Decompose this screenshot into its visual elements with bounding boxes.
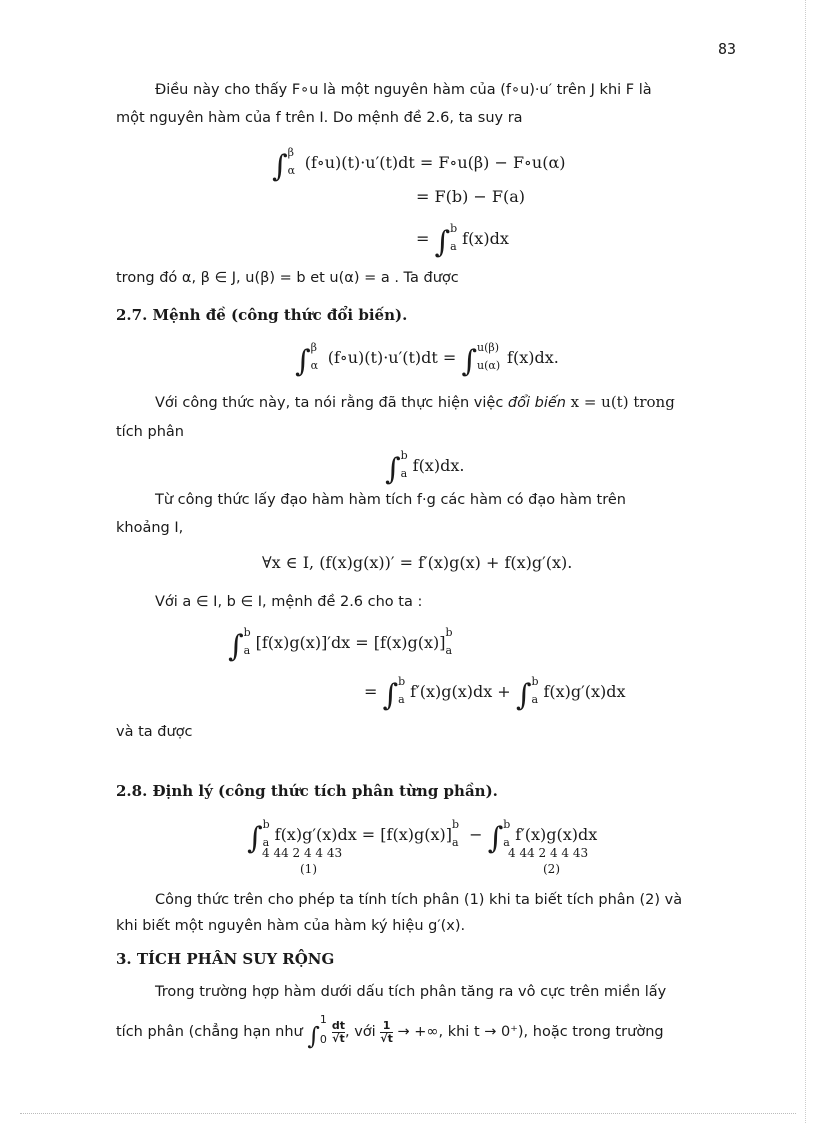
upper-limit: b bbox=[531, 675, 539, 688]
fraction-denominator: √t bbox=[380, 1031, 393, 1045]
integral-sign: ∫ bbox=[385, 452, 401, 487]
upper-limit: β bbox=[287, 146, 294, 159]
lower-limit: a bbox=[243, 644, 251, 657]
equation-1-expression: (f∘u)(t)·u′(t)dt = F∘u(β) − F∘u(α) bbox=[304, 153, 566, 172]
equation-2-lhs: (f∘u)(t)·u′(t)dt = bbox=[327, 348, 457, 367]
label-2: (2) bbox=[543, 862, 560, 876]
equation-5-line-2: = ∫ b a f′(x)g(x)dx + ∫ b a f(x)g′(x)dx bbox=[364, 677, 626, 707]
page-number: 83 bbox=[718, 40, 737, 58]
lower-limit: 0 bbox=[319, 1033, 327, 1046]
equation-2 bbox=[295, 341, 559, 379]
paragraph-2-line-1 bbox=[155, 392, 675, 413]
fraction-1-sqrt-t bbox=[380, 1020, 393, 1045]
underbrace-2: 4 44 2 4 4 43 bbox=[508, 846, 589, 860]
label-1: (1) bbox=[300, 862, 317, 876]
integral-sign: ∫ bbox=[515, 678, 532, 713]
upper-limit: u(β) bbox=[477, 341, 500, 354]
paragraph-6-line-2 bbox=[116, 1013, 664, 1050]
equation-1-line-3: = ∫ b a f(x)dx bbox=[416, 224, 509, 254]
equation-4: ∀x ∈ I, (f(x)g(x))′ = f′(x)g(x) + f(x)g′(x). bbox=[262, 553, 573, 572]
fraction-numerator: 1 bbox=[380, 1020, 393, 1033]
equation-6-lhs: f(x)g′(x)dx = [f(x)g(x)] bbox=[274, 825, 452, 844]
minus-sign: − bbox=[469, 825, 483, 844]
equation-1-line-3-expression: f(x)dx bbox=[462, 229, 509, 248]
integral-sign: ∫ bbox=[307, 1022, 320, 1050]
paragraph-2-italic: đổi biến bbox=[507, 395, 566, 411]
integral-sign: ∫ bbox=[247, 821, 263, 856]
margin-divider bbox=[805, 0, 806, 1123]
upper-limit: b bbox=[262, 818, 270, 831]
paragraph-5-line-2: khi biết một nguyên hàm của hàm ký hiệu g′(x). bbox=[116, 918, 466, 934]
integral-sign: ∫ bbox=[382, 678, 399, 713]
upper-limit: β bbox=[310, 341, 317, 354]
lower-limit: α bbox=[287, 164, 296, 177]
lower-limit: a bbox=[531, 693, 539, 706]
equation-5-term-1: f′(x)g(x)dx + bbox=[410, 682, 511, 701]
paragraph-6-text-b: , với bbox=[344, 1024, 376, 1040]
fraction-numerator: dt bbox=[331, 1018, 345, 1032]
paragraph-1-line-1: Điều này cho thấy F∘u là một nguyên hàm của (f∘u)·u′ trên J khi F là bbox=[155, 82, 652, 98]
upper-limit: b bbox=[503, 818, 511, 831]
lower-limit: a bbox=[445, 644, 453, 657]
lower-limit: a bbox=[450, 240, 457, 253]
paragraph-3-line-1: Từ công thức lấy đạo hàm hàm tích f·g các hàm có đạo hàm trên bbox=[155, 492, 626, 508]
equation-6-rhs: f′(x)g(x)dx bbox=[515, 825, 598, 844]
upper-limit: b bbox=[450, 222, 458, 235]
upper-limit: b bbox=[451, 818, 460, 831]
paragraph-4: Với a ∈ I, b ∈ I, mệnh đề 2.6 cho ta : bbox=[155, 594, 423, 610]
paragraph-3-line-2: khoảng I, bbox=[116, 520, 184, 536]
upper-limit: b bbox=[445, 626, 453, 639]
lower-limit: a bbox=[400, 467, 408, 480]
paragraph-6-text-c: → +∞, khi t → 0⁺), hoặc trong trường bbox=[397, 1024, 664, 1040]
equation-1-line-1 bbox=[272, 146, 566, 184]
section-3-title: 3. TÍCH PHÂN SUY RỘNG bbox=[116, 950, 335, 968]
equation-2-rhs: f(x)dx. bbox=[507, 348, 559, 367]
lower-limit: α bbox=[310, 359, 319, 372]
fraction-dt-sqrt-t bbox=[332, 1020, 345, 1045]
equation-3 bbox=[385, 449, 465, 487]
paragraph-2-math: x = u(t) trong bbox=[570, 393, 675, 411]
upper-limit: 1 bbox=[319, 1013, 327, 1026]
integral-sign: ∫ bbox=[434, 225, 451, 260]
paragraph-1-line-2: một nguyên hàm của f trên I. Do mệnh đề 2.6, ta suy ra bbox=[116, 110, 523, 126]
fraction-denominator: √t bbox=[332, 1031, 345, 1045]
equation-3-expression: f(x)dx. bbox=[412, 456, 465, 475]
lower-limit: a bbox=[503, 836, 510, 849]
lower-limit: a bbox=[398, 693, 405, 706]
paragraph-6-line-1: Trong trường hợp hàm dưới dấu tích phân tăng ra vô cực trên miền lấy bbox=[155, 984, 667, 1000]
lower-limit: a bbox=[451, 836, 459, 849]
integral-sign: ∫ bbox=[272, 149, 288, 184]
paragraph-2-text: Với công thức này, ta nói rằng đã thực hiện việc bbox=[155, 395, 504, 411]
upper-limit: b bbox=[243, 626, 251, 639]
footer-divider bbox=[20, 1113, 796, 1114]
section-2-7-title: 2.7. Mệnh đề (công thức đổi biến). bbox=[116, 306, 408, 324]
integral-sign: ∫ bbox=[228, 629, 244, 664]
section-2-8-title: 2.8. Định lý (công thức tích phân từng phần). bbox=[116, 782, 498, 800]
equation-5-term-2: f(x)g′(x)dx bbox=[543, 682, 626, 701]
upper-limit: b bbox=[398, 675, 406, 688]
lower-limit: a bbox=[262, 836, 270, 849]
paragraph-2-line-2: tích phân bbox=[116, 424, 184, 440]
paragraph-6-text-a: tích phân (chẳng hạn như bbox=[116, 1024, 303, 1040]
equation-5-line-1 bbox=[228, 626, 457, 664]
equation-5-line-1-expression: [f(x)g(x)]′dx = [f(x)g(x)] bbox=[255, 633, 446, 652]
lower-limit: u(α) bbox=[477, 359, 501, 372]
underbrace-1: 4 44 2 4 4 43 bbox=[262, 846, 343, 860]
paragraph-5-line-1: Công thức trên cho phép ta tính tích phân (1) khi ta biết tích phân (2) và bbox=[155, 892, 683, 908]
and-line: và ta được bbox=[116, 724, 193, 740]
integral-sign: ∫ bbox=[461, 344, 478, 379]
integral-sign: ∫ bbox=[487, 821, 504, 856]
integral-sign: ∫ bbox=[295, 344, 311, 379]
equation-1-line-2: = F(b) − F(a) bbox=[416, 187, 526, 206]
where-line: trong đó α, β ∈ J, u(β) = b et u(α) = a . Ta được bbox=[116, 270, 459, 286]
upper-limit: b bbox=[400, 449, 408, 462]
